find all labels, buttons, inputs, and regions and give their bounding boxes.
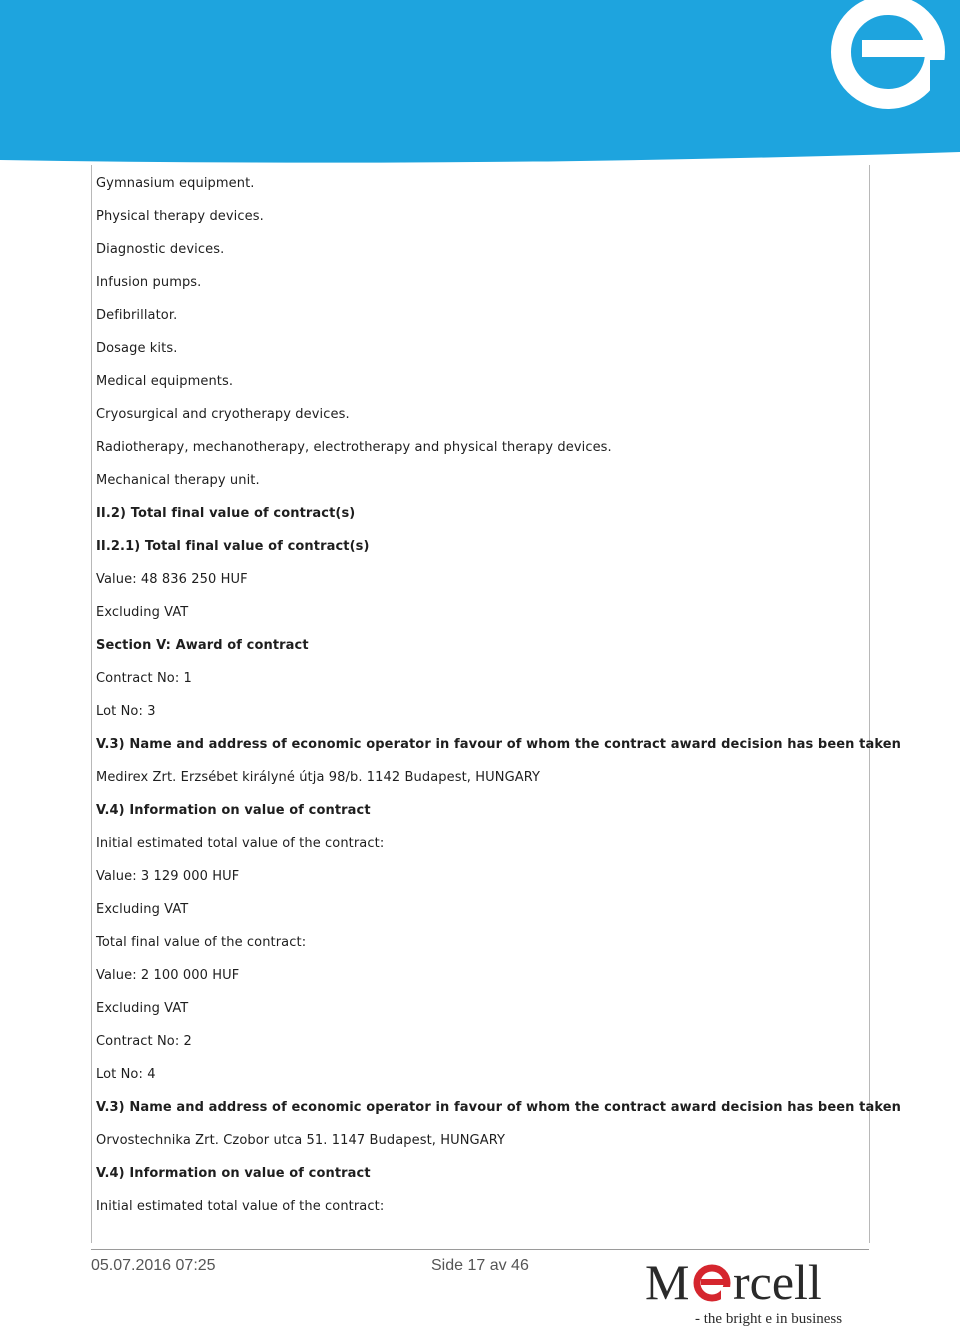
footer-divider [91, 1249, 869, 1250]
body-text-line: Diagnostic devices. [96, 242, 225, 257]
document-body [96, 174, 902, 1230]
body-text-line: Initial estimated total value of the contract: [96, 836, 385, 851]
mercell-logo [645, 1254, 875, 1329]
body-text-line: Gymnasium equipment. [96, 176, 255, 191]
body-text-line: Excluding VAT [96, 605, 189, 620]
body-text-line: Orvostechnika Zrt. Czobor utca 51. 1147 Budapest, HUNGARY [96, 1133, 506, 1148]
body-text-line: Physical therapy devices. [96, 209, 264, 224]
logo-text-m: M [645, 1254, 690, 1310]
body-text-line: Excluding VAT [96, 1001, 189, 1016]
body-text-line: Total final value of the contract: [96, 935, 307, 950]
footer-date: 05.07.2016 07:25 [91, 1257, 216, 1274]
section-heading: Section V: Award of contract [96, 638, 309, 653]
body-text-line: Value: 2 100 000 HUF [96, 968, 240, 983]
body-text-line: Contract No: 2 [96, 1034, 192, 1049]
body-text-line: Medical equipments. [96, 374, 234, 389]
body-text-line: Radiotherapy, mechanotherapy, electrotherapy and physical therapy devices. [96, 440, 612, 455]
body-text-line: Value: 48 836 250 HUF [96, 572, 248, 587]
body-text-line: Lot No: 4 [96, 1067, 156, 1082]
body-text-line: Excluding VAT [96, 902, 189, 917]
section-heading: V.3) Name and address of economic operator in favour of whom the contract award decision has been taken [96, 737, 902, 752]
logo-tagline: - the bright e in business [695, 1311, 843, 1327]
section-heading: II.2.1) Total final value of contract(s) [96, 539, 370, 554]
body-text-line: Infusion pumps. [96, 275, 202, 290]
body-text-line: Lot No: 3 [96, 704, 156, 719]
section-heading: V.3) Name and address of economic operator in favour of whom the contract award decision has been taken [96, 1100, 902, 1115]
body-text-line: Mechanical therapy unit. [96, 473, 260, 488]
header-banner [0, 0, 960, 170]
body-text-line: Value: 3 129 000 HUF [96, 869, 240, 884]
footer-page-number: Side 17 av 46 [431, 1257, 529, 1274]
body-text-line: Cryosurgical and cryotherapy devices. [96, 407, 350, 422]
banner-background [0, 0, 960, 163]
body-text-line: Defibrillator. [96, 308, 178, 323]
section-heading: II.2) Total final value of contract(s) [96, 506, 356, 521]
body-text-line: Dosage kits. [96, 341, 178, 356]
logo-text-rest: rcell [733, 1254, 822, 1310]
body-text-line: Medirex Zrt. Erzsébet királyné útja 98/b. 1142 Budapest, HUNGARY [96, 770, 541, 785]
section-heading: V.4) Information on value of contract [96, 803, 371, 818]
body-text-line: Initial estimated total value of the contract: [96, 1199, 385, 1214]
logo-e-icon [697, 1268, 733, 1299]
body-text-line: Contract No: 1 [96, 671, 192, 686]
section-heading: V.4) Information on value of contract [96, 1166, 371, 1181]
